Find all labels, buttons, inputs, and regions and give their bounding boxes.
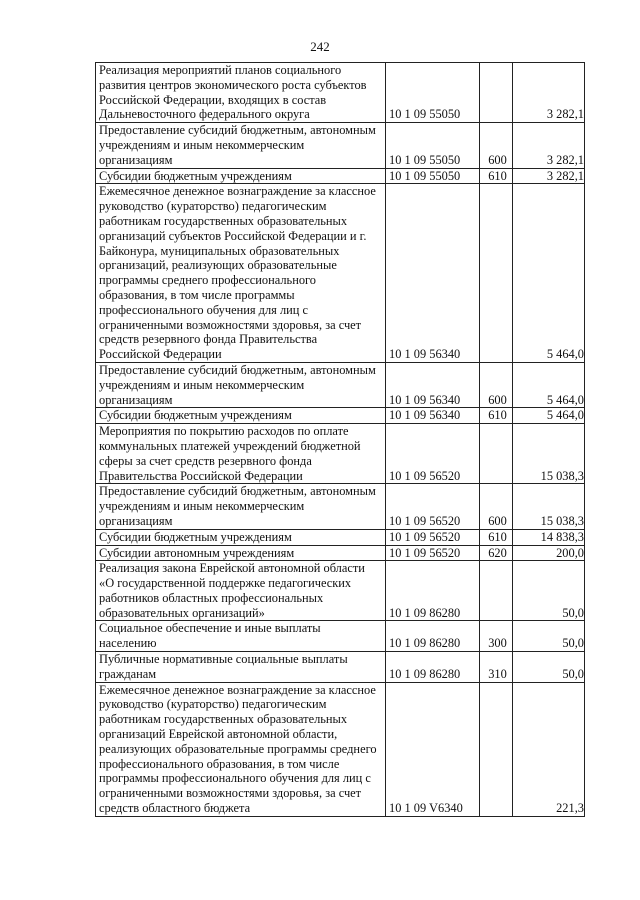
row-name-line: работников областных профессиональных xyxy=(99,590,324,605)
row-vr-cell xyxy=(480,424,513,484)
row-sum-cell: 3 282,1 xyxy=(513,123,585,168)
row-name-cell xyxy=(96,682,386,816)
row-name-line: работникам государственных образовательных xyxy=(99,213,348,228)
row-code-cell: 10 1 09 56340 xyxy=(386,408,480,424)
row-name-line: организациям xyxy=(99,392,173,407)
row-name-line: ограниченными возможностями здоровья, за счет xyxy=(99,786,362,801)
table-row xyxy=(96,484,585,529)
row-vr-cell: 610 xyxy=(480,529,513,545)
row-name-cell xyxy=(96,408,386,424)
row-name-line: Реализация мероприятий планов социального xyxy=(99,63,342,77)
row-vr-cell: 300 xyxy=(480,621,513,652)
row-vr-cell: 310 xyxy=(480,652,513,683)
row-name-line: организациям xyxy=(99,513,173,528)
row-name-line: программы среднего профессионального xyxy=(99,273,316,288)
row-code-cell: 10 1 09 56520 xyxy=(386,424,480,484)
row-name-line: Субсидии бюджетным учреждениям xyxy=(99,408,292,423)
row-name-line: организаций Еврейской автономной области, xyxy=(99,727,338,742)
row-name-line: организаций, реализующих образовательные xyxy=(99,258,337,273)
row-name-line: Мероприятия по покрытию расходов по оплате xyxy=(99,424,349,439)
row-sum-cell: 5 464,0 xyxy=(513,184,585,363)
row-name-line: учреждениям и иным некоммерческим xyxy=(99,137,305,152)
row-vr-cell xyxy=(480,561,513,621)
row-name-line: средств областного бюджета xyxy=(99,801,251,816)
row-name-cell xyxy=(96,362,386,407)
row-vr-cell: 610 xyxy=(480,408,513,424)
row-name-line: Предоставление субсидий бюджетным, автономным xyxy=(99,484,376,499)
row-code-cell: 10 1 09 56340 xyxy=(386,184,480,363)
row-code-cell: 10 1 09 86280 xyxy=(386,561,480,621)
row-vr-cell xyxy=(480,184,513,363)
row-vr-cell: 600 xyxy=(480,123,513,168)
row-name-line: организациям xyxy=(99,152,173,167)
row-name-line: коммунальных платежей учреждений бюджетной xyxy=(99,438,361,453)
budget-table-body xyxy=(96,63,585,817)
row-sum-cell: 14 838,3 xyxy=(513,529,585,545)
row-name-line: Субсидии бюджетным учреждениям xyxy=(99,529,292,544)
row-name-line: ограниченными возможностями здоровья, за счет xyxy=(99,317,362,332)
row-name-cell xyxy=(96,621,386,652)
row-code-cell: 10 1 09 55050 xyxy=(386,123,480,168)
row-name-cell xyxy=(96,424,386,484)
row-sum-cell: 3 282,1 xyxy=(513,168,585,184)
row-code-cell: 10 1 09 V6340 xyxy=(386,682,480,816)
row-name-line: работникам государственных образовательных xyxy=(99,712,348,727)
row-code-cell: 10 1 09 56520 xyxy=(386,529,480,545)
row-code-cell: 10 1 09 55050 xyxy=(386,168,480,184)
page-number: 242 xyxy=(310,39,330,54)
row-name-line: учреждениям и иным некоммерческим xyxy=(99,499,305,514)
table-row xyxy=(96,652,585,683)
row-name-line: гражданам xyxy=(99,666,157,681)
table-row xyxy=(96,529,585,545)
table-row xyxy=(96,123,585,168)
row-sum-cell: 15 038,3 xyxy=(513,484,585,529)
row-name-line: Российской Федерации, входящих в состав xyxy=(99,92,327,107)
row-name-line: Субсидии автономным учреждениям xyxy=(99,545,295,560)
row-name-line: Правительства Российской Федерации xyxy=(99,468,303,483)
row-name-line: населению xyxy=(99,636,157,651)
row-name-cell xyxy=(96,123,386,168)
row-code-cell: 10 1 09 56340 xyxy=(386,362,480,407)
row-sum-cell: 50,0 xyxy=(513,561,585,621)
budget-table xyxy=(95,62,585,817)
row-code-cell: 10 1 09 86280 xyxy=(386,652,480,683)
table-row xyxy=(96,424,585,484)
table-row xyxy=(96,545,585,561)
table-row xyxy=(96,168,585,184)
row-name-line: Предоставление субсидий бюджетным, автономным xyxy=(99,123,376,138)
row-vr-cell: 610 xyxy=(480,168,513,184)
row-name-line: профессионального обучения для лиц с xyxy=(99,302,308,317)
row-sum-cell: 5 464,0 xyxy=(513,362,585,407)
row-name-line: средств резервного фонда Правительства xyxy=(99,332,318,347)
table-row xyxy=(96,184,585,363)
table-row xyxy=(96,63,585,123)
row-name-line: учреждениям и иным некоммерческим xyxy=(99,377,305,392)
row-name-cell xyxy=(96,484,386,529)
row-sum-cell: 221,3 xyxy=(513,682,585,816)
row-name-line: Социальное обеспечение и иные выплаты xyxy=(99,621,321,636)
row-sum-cell: 15 038,3 xyxy=(513,424,585,484)
row-name-line: Реализация закона Еврейской автономной области xyxy=(99,561,365,576)
table-row xyxy=(96,621,585,652)
row-name-cell xyxy=(96,63,386,123)
row-name-line: образования, в том числе программы xyxy=(99,287,295,302)
row-sum-cell: 50,0 xyxy=(513,652,585,683)
row-name-line: Дальневосточного федерального округа xyxy=(99,107,310,122)
table-row xyxy=(96,408,585,424)
row-name-cell xyxy=(96,652,386,683)
row-name-cell xyxy=(96,168,386,184)
row-name-line: Предоставление субсидий бюджетным, автономным xyxy=(99,362,376,377)
row-name-line: развития центров экономического роста субъектов xyxy=(99,77,367,92)
row-sum-cell: 3 282,1 xyxy=(513,63,585,123)
row-name-line: сферы за счет средств резервного фонда xyxy=(99,453,312,468)
row-name-line: Ежемесячное денежное вознаграждение за классное xyxy=(99,184,376,199)
row-name-cell xyxy=(96,529,386,545)
row-sum-cell: 50,0 xyxy=(513,621,585,652)
row-vr-cell: 600 xyxy=(480,362,513,407)
row-sum-cell: 5 464,0 xyxy=(513,408,585,424)
row-name-line: Субсидии бюджетным учреждениям xyxy=(99,168,292,183)
row-name-line: руководство (кураторство) педагогическим xyxy=(99,199,327,214)
row-name-line: образовательных организаций» xyxy=(99,605,265,620)
row-code-cell: 10 1 09 55050 xyxy=(386,63,480,123)
row-name-cell xyxy=(96,561,386,621)
row-code-cell: 10 1 09 56520 xyxy=(386,545,480,561)
row-name-line: руководство (кураторство) педагогическим xyxy=(99,697,327,712)
row-name-line: Байконура, муниципальных образовательных xyxy=(99,243,340,258)
row-name-line: организаций субъектов Российской Федерации и г. xyxy=(99,228,367,243)
table-row xyxy=(96,362,585,407)
row-vr-cell: 620 xyxy=(480,545,513,561)
row-sum-cell: 200,0 xyxy=(513,545,585,561)
row-name-line: Ежемесячное денежное вознаграждение за классное xyxy=(99,682,376,697)
row-name-line: программы профессионального обучения для лиц с xyxy=(99,771,371,786)
row-name-line: профессионального образования, в том числе xyxy=(99,756,340,771)
table-row xyxy=(96,682,585,816)
row-vr-cell xyxy=(480,63,513,123)
row-code-cell: 10 1 09 86280 xyxy=(386,621,480,652)
row-vr-cell: 600 xyxy=(480,484,513,529)
row-name-line: «О государственной поддержке педагогических xyxy=(99,576,352,591)
table-row xyxy=(96,561,585,621)
row-name-cell xyxy=(96,545,386,561)
row-name-cell xyxy=(96,184,386,363)
row-name-line: Публичные нормативные социальные выплаты xyxy=(99,652,348,667)
row-name-line: Российской Федерации xyxy=(99,347,222,362)
row-name-line: реализующих образовательные программы среднего xyxy=(99,741,377,756)
row-code-cell: 10 1 09 56520 xyxy=(386,484,480,529)
row-vr-cell xyxy=(480,682,513,816)
